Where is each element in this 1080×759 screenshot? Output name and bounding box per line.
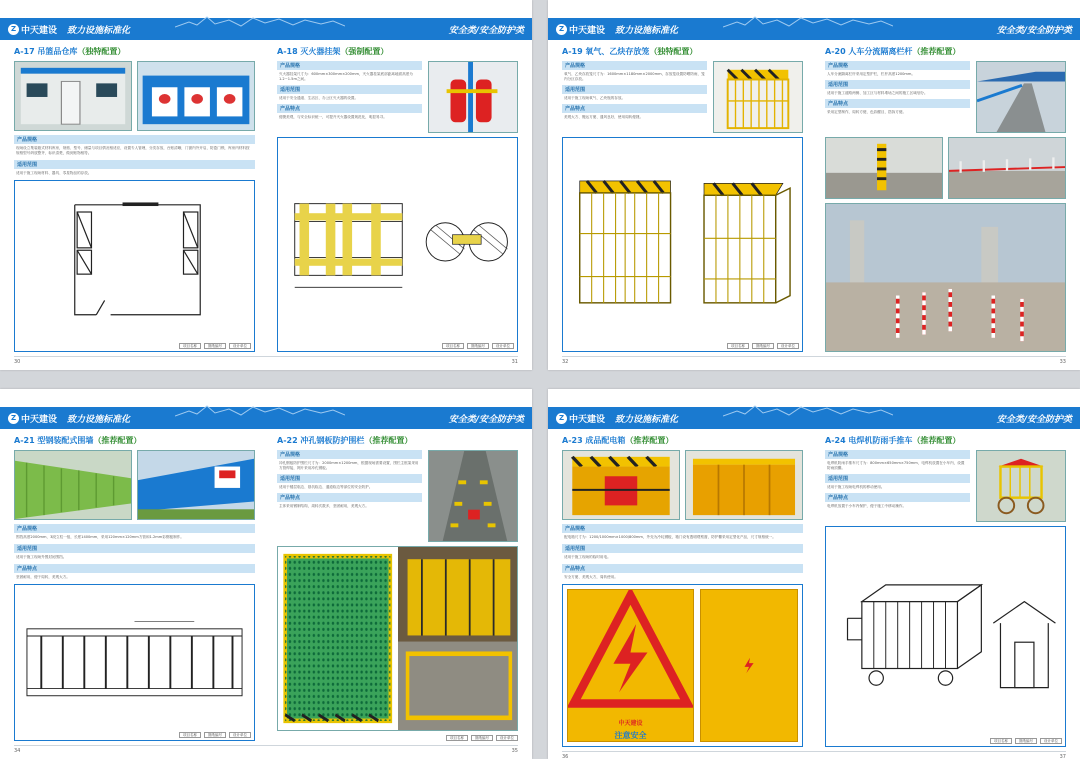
page-footer — [562, 356, 1066, 370]
distribution-box-images — [562, 584, 803, 747]
stamp-cell: 图纸编号 — [204, 343, 226, 349]
wall-elevation-drawing — [14, 584, 255, 741]
usage-heading: 适用范围 — [825, 80, 970, 89]
stamp-cell: 项目名称 — [179, 732, 201, 738]
spec-heading: 产品规格 — [14, 524, 255, 533]
stamp-cell: 图纸编号 — [204, 732, 226, 738]
page-a22 — [277, 435, 518, 741]
company-logo: Z 中天建设 — [556, 23, 605, 36]
green-wall-photo — [14, 450, 132, 520]
features-text: 主体采用钢制结构，周转次数多，坚固耐用，美观大方。 — [279, 504, 369, 508]
page-a24 — [825, 435, 1066, 747]
header-bar — [0, 18, 532, 40]
usage-text: 适用于施工现场的临时用电。 — [564, 555, 611, 559]
item-title: A-18 灭火器挂架（强制配置） — [277, 47, 389, 56]
item-title: A-19 氧气、乙炔存放笼（独特配置） — [562, 47, 698, 56]
page-footer — [14, 356, 518, 370]
skyline-graphic — [723, 13, 893, 28]
barrier-photo-2 — [948, 137, 1066, 199]
usage-text: 适用于施工现场氧气、乙炔瓶的存放。 — [564, 96, 626, 100]
features-text: 美观大方、搬运方便、通风良好，使用周转便捷。 — [564, 115, 644, 119]
stamp-cell: 项目名称 — [990, 738, 1012, 744]
features-text: 坚固耐用，便于周转，美观大方。 — [16, 575, 70, 579]
usage-text: 适用于施工现场电焊机的移动使用。 — [827, 485, 885, 489]
panel-photos — [277, 546, 518, 731]
slogan: 致力设施标准化 — [67, 25, 131, 36]
blue-wall-photo — [137, 450, 255, 520]
lightning-icon — [701, 655, 797, 675]
stamp-cell: 项目名称 — [442, 343, 464, 349]
catalog-spread-3 — [0, 389, 532, 759]
features-text: 便捷美观，与安全标识统一，可提升灭火器设置规范化，明显易寻。 — [279, 115, 387, 119]
page-a23 — [562, 435, 803, 747]
company-logo: Z 中天建设 — [556, 412, 605, 425]
features-heading: 产品特点 — [562, 564, 803, 573]
usage-text: 适用于施工现场外围封闭围挡。 — [16, 555, 67, 559]
features-text: 电焊机放置于小车内保护，便于施工中移动操作。 — [827, 504, 907, 508]
config-tag: （推荐配置） — [364, 436, 413, 445]
item-title: A-20 人车分流隔离栏杆（推荐配置） — [825, 47, 961, 56]
rack-drawing — [277, 137, 518, 352]
features-heading: 产品特点 — [277, 104, 422, 113]
config-tag: （独特配置） — [77, 47, 126, 56]
spec-heading: 产品规格 — [277, 450, 422, 459]
stamp-cell: 图纸编号 — [471, 735, 493, 741]
usage-heading: 适用范围 — [277, 85, 422, 94]
config-tag: （推荐配置） — [93, 436, 142, 445]
catalog-spread-2 — [548, 0, 1080, 370]
cart-drawing — [825, 526, 1066, 747]
page-number-right: 35 — [511, 748, 518, 754]
danger-lightning-icon — [568, 590, 693, 715]
usage-text: 适用于安全通道、生活区、办公区灭火器的设置。 — [279, 96, 359, 100]
walkway-photo — [976, 61, 1066, 133]
stamp-cell: 项目名称 — [446, 735, 468, 741]
spec-heading: 产品规格 — [562, 524, 803, 533]
slogan: 致力设施标准化 — [67, 414, 131, 425]
welding-cart-photo — [976, 450, 1066, 522]
features-heading: 产品特点 — [14, 564, 255, 573]
extinguisher-rack-photo — [428, 61, 518, 133]
page-number-left: 30 — [14, 359, 21, 365]
item-title: A-23 成品配电箱（推荐配置） — [562, 436, 674, 445]
company-logo: Z 中天建设 — [8, 23, 57, 36]
features-heading: 产品特点 — [277, 493, 422, 502]
slogan: 致力设施标准化 — [615, 25, 679, 36]
stamp-cell: 设计单位 — [229, 732, 251, 738]
page-number-right: 31 — [511, 359, 518, 365]
stamp-cell: 项目名称 — [727, 343, 749, 349]
features-text: 采用定型制作，周转方便，色彩醒目，搭拆方便。 — [827, 110, 907, 114]
page-a19 — [562, 46, 803, 352]
stamp-cell: 设计单位 — [229, 343, 251, 349]
box-brand-text: 中天建设 — [618, 719, 643, 727]
distribution-shed-photo-1 — [562, 450, 680, 520]
usage-heading: 适用范围 — [14, 544, 255, 553]
config-tag: （推荐配置） — [625, 436, 674, 445]
distribution-shed-photo-2 — [685, 450, 803, 520]
company-logo: Z 中天建设 — [8, 412, 57, 425]
category-label: 安全类/安全防护类 — [996, 414, 1072, 425]
header-bar — [548, 407, 1080, 429]
page-number-left: 36 — [562, 753, 569, 759]
features-heading: 产品特点 — [562, 104, 707, 113]
gas-cage-drawing — [562, 137, 803, 352]
stamp-cell: 设计单位 — [1040, 738, 1062, 744]
config-tag: （强制配置） — [340, 47, 389, 56]
spec-heading: 产品规格 — [825, 61, 970, 70]
spec-text: 氧气、乙炔存放笼尺寸为：1600mm×1180mm×2000mm，存放笼设置防晒防雨，笼内分区存放。 — [564, 72, 705, 81]
box-warning-text: 注意安全 — [614, 730, 647, 740]
page-number-left: 32 — [562, 359, 569, 365]
usage-text: 适用于施工现场材料、器具、零星物品的存放。 — [16, 171, 92, 175]
spec-text: 电焊机防雨手推车尺寸为：800mm×650mm×750mm，电焊机放置在小车内，设置防雨顶棚。 — [827, 461, 965, 470]
spec-heading: 产品规格 — [562, 61, 707, 70]
item-title: A-17 吊篮品仓库（独特配置） — [14, 47, 126, 56]
usage-heading: 适用范围 — [14, 160, 255, 169]
usage-heading: 适用范围 — [562, 544, 803, 553]
spec-text: 配电箱尺寸为：1200/1000mm×1000/800mm，外壳为冷轧钢板，箱门设有透明观察窗，防护棚采用定型化产品，尺寸规格统一。 — [564, 535, 776, 539]
spec-heading: 产品规格 — [14, 135, 255, 144]
page-a18 — [277, 46, 518, 352]
item-title: A-24 电焊机防雨手推车（推荐配置） — [825, 436, 961, 445]
stamp-cell: 图纸编号 — [467, 343, 489, 349]
logo-mark-icon: Z — [8, 413, 19, 424]
floor-plan-drawing — [14, 180, 255, 352]
header-bar — [548, 18, 1080, 40]
mesh-panel-image — [278, 547, 398, 730]
usage-heading: 适用范围 — [825, 474, 970, 483]
page-number-right: 33 — [1059, 359, 1066, 365]
stamp-cell: 图纸编号 — [752, 343, 774, 349]
usage-text: 适用于楼层临边、基坑临边、通道临边等部位的安全防护。 — [279, 485, 373, 489]
storeroom-photo-front — [14, 61, 132, 131]
distribution-box-large — [567, 589, 694, 742]
spec-text: 围挡高度2000mm，3段立柱一组，长度1400mm，采用120mm×120mm方管和1.2mm彩钢板制作。 — [16, 535, 184, 539]
barrier-photo-1 — [825, 137, 943, 199]
header-bar — [0, 407, 532, 429]
skyline-graphic — [175, 402, 345, 417]
spec-text: 灭火器挂架尺寸为：600mm×300mm×200mm，灭火器挂架底部距离地面高度为1.2~1.5m之间。 — [279, 72, 413, 81]
page-a21 — [14, 435, 255, 741]
category-label: 安全类/安全防护类 — [448, 414, 524, 425]
slogan: 致力设施标准化 — [615, 414, 679, 425]
features-heading: 产品特点 — [825, 99, 970, 108]
spec-text: 人车分流隔离栏杆采用定型护栏，栏杆高度1200mm。 — [827, 72, 916, 76]
catalog-spread-1 — [0, 0, 532, 370]
spec-heading: 产品规格 — [825, 450, 970, 459]
stamp-cell: 图纸编号 — [1015, 738, 1037, 744]
logo-mark-icon: Z — [8, 24, 19, 35]
perforated-panel-photo — [428, 450, 518, 542]
category-label: 安全类/安全防护类 — [996, 25, 1072, 36]
storeroom-photo-side — [137, 61, 255, 131]
page-a17 — [14, 46, 255, 352]
page-footer — [562, 751, 1066, 759]
distribution-box-small — [700, 589, 798, 742]
category-label: 安全类/安全防护类 — [448, 25, 524, 36]
page-footer — [14, 745, 518, 759]
skyline-graphic — [723, 402, 893, 417]
page-number-right: 37 — [1059, 753, 1066, 759]
config-tag: （独特配置） — [649, 47, 698, 56]
catalog-spread-4 — [548, 389, 1080, 759]
stamp-cell: 项目名称 — [179, 343, 201, 349]
usage-text: 适用于施工道路两侧、加工区与材料堆场之间的施工区域划分。 — [827, 91, 928, 95]
road-photo — [825, 203, 1066, 352]
usage-heading: 适用范围 — [562, 85, 707, 94]
spec-text: 冲孔钢板防护围栏尺寸为：2000mm×1200mm，根据现场需要设置，围栏主框架采用方管焊接，网片采用冲孔钢板。 — [279, 461, 419, 470]
logo-mark-icon: Z — [556, 413, 567, 424]
item-title: A-22 冲孔钢板防护围栏（推荐配置） — [277, 436, 413, 445]
page-a20 — [825, 46, 1066, 352]
item-title: A-21 型钢装配式围墙（推荐配置） — [14, 436, 142, 445]
config-tag: （推荐配置） — [912, 47, 961, 56]
logo-mark-icon: Z — [556, 24, 567, 35]
config-tag: （推荐配置） — [912, 436, 961, 445]
gas-cage-photo — [713, 61, 803, 133]
stamp-cell: 设计单位 — [496, 735, 518, 741]
skyline-graphic — [175, 13, 345, 28]
page-number-left: 34 — [14, 748, 21, 754]
spec-heading: 产品规格 — [277, 61, 422, 70]
features-heading: 产品特点 — [825, 493, 970, 502]
usage-heading: 适用范围 — [277, 474, 422, 483]
stamp-cell: 设计单位 — [492, 343, 514, 349]
stamp-cell: 设计单位 — [777, 343, 799, 349]
installed-panel-image — [398, 547, 518, 730]
spec-text: 现场设立集装箱式材料库房，规格、型号、储量与项目情况相适应，设置专人管理，分类存放，台账清晰，门窗内外开启，防盗门锁，库房内材料按规格型号码放整齐，标识清楚，做到账物相符。 — [16, 146, 250, 155]
features-text: 安全方便、美观大方，周转使用。 — [564, 575, 618, 579]
